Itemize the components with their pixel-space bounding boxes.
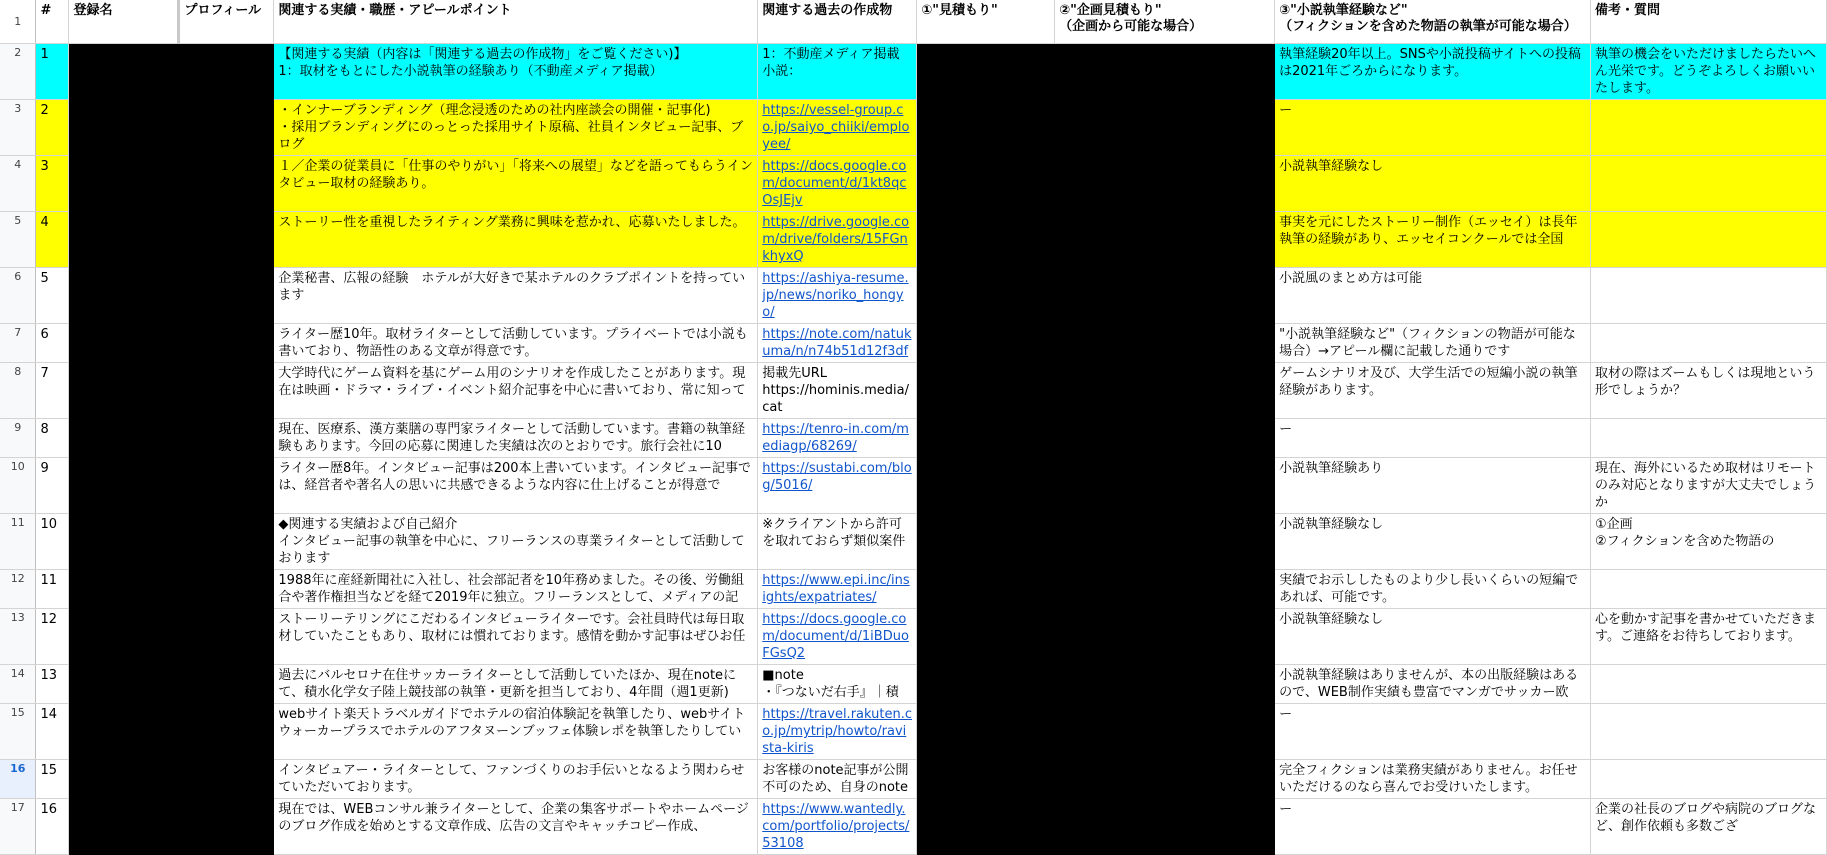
cell-notes-text: [1595, 326, 1822, 360]
cell-notes[interactable]: [1591, 44, 1827, 100]
cell-num-text: 8: [40, 422, 49, 437]
cell-plan-estimate-redacted[interactable]: [1055, 324, 1275, 363]
cell-appeal[interactable]: [274, 514, 758, 570]
cell-works[interactable]: [758, 760, 917, 799]
cell-appeal[interactable]: [274, 570, 758, 609]
cell-novel-experience[interactable]: [1275, 363, 1591, 419]
cell-novel-experience[interactable]: [1275, 100, 1591, 156]
row-header[interactable]: [0, 665, 36, 704]
cell-notes[interactable]: [1591, 665, 1827, 704]
cell-num-text: 16: [40, 802, 58, 817]
cell-estimate-redacted[interactable]: [917, 268, 1055, 324]
cell-plan-estimate-redacted[interactable]: [1055, 212, 1275, 268]
cell-notes-text: [1595, 421, 1822, 455]
cell-novel-experience-text: ー: [1279, 707, 1293, 722]
cell-novel-experience-text: 小説風のまとめ方は可能: [1279, 271, 1423, 286]
row-header-text: 12: [10, 572, 25, 585]
cell-estimate-redacted[interactable]: [917, 665, 1055, 704]
table-row: [0, 212, 1827, 268]
cell-novel-experience-text: ー: [1279, 103, 1293, 118]
table-row: [0, 799, 1827, 855]
cell-num-text: 7: [40, 366, 49, 381]
cell-notes[interactable]: [1591, 609, 1827, 665]
row-header-text: 11: [10, 516, 25, 529]
cell-novel-experience-text: 実績でお示ししたものより少し長いくらいの短編であれば、可能です。: [1279, 573, 1579, 605]
cell-name-redacted[interactable]: [69, 268, 179, 324]
cell-works[interactable]: [758, 609, 917, 665]
cell-works[interactable]: [758, 570, 917, 609]
cell-appeal-text: ライター歴8年。インタビュー記事は200本上書いています。インタビュー記事では、経営者や著名人の思いに共感できるような内容に仕上げることが得意で: [278, 461, 752, 493]
cell-appeal[interactable]: [274, 799, 758, 855]
cell-notes[interactable]: [1591, 156, 1827, 212]
column-header-appeal[interactable]: 関連する実績・職歴・アピールポイント: [274, 0, 758, 44]
cell-novel-experience-text: 小説執筆経験はありませんが、本の出版経験はあるので、WEB制作実績も豊富でマンガでサッカー欧: [1279, 668, 1579, 700]
cell-num[interactable]: [36, 212, 69, 268]
cell-notes[interactable]: [1591, 799, 1827, 855]
cell-appeal[interactable]: [274, 156, 758, 212]
cell-plan-estimate-redacted[interactable]: [1055, 458, 1275, 514]
row-header-text: 5: [14, 214, 22, 227]
cell-profile-redacted[interactable]: [179, 570, 274, 609]
table-row: [0, 514, 1827, 570]
cell-notes[interactable]: [1591, 363, 1827, 419]
row-header-text: 14: [10, 667, 25, 680]
cell-novel-experience[interactable]: [1275, 570, 1591, 609]
cell-plan-estimate-redacted[interactable]: [1055, 419, 1275, 458]
cell-name-redacted[interactable]: [69, 100, 179, 156]
cell-notes[interactable]: [1591, 760, 1827, 799]
cell-profile-redacted[interactable]: [179, 324, 274, 363]
cell-notes-text: 心を動かす記事を書かせていただきます。ご連絡をお待ちしております。: [1595, 612, 1817, 644]
cell-estimate-redacted[interactable]: [917, 100, 1055, 156]
cell-estimate-redacted[interactable]: [917, 760, 1055, 799]
cell-estimate-redacted[interactable]: [917, 570, 1055, 609]
row-header-text: 4: [14, 158, 22, 171]
cell-name-redacted[interactable]: [69, 799, 179, 855]
cell-appeal[interactable]: [274, 324, 758, 363]
cell-notes-text: [1595, 667, 1822, 701]
cell-notes-text: [1595, 270, 1822, 321]
cell-profile-redacted[interactable]: [179, 609, 274, 665]
cell-plan-estimate-redacted[interactable]: [1055, 268, 1275, 324]
cell-plan-estimate-redacted[interactable]: [1055, 570, 1275, 609]
cell-profile-redacted[interactable]: [179, 156, 274, 212]
row-header-text: 3: [14, 102, 22, 115]
cell-notes[interactable]: [1591, 212, 1827, 268]
cell-name-redacted[interactable]: [69, 324, 179, 363]
novel-experience-label: ③"小説執筆経験など" （フィクションを含めた物語の執筆が可能な場合）: [1279, 3, 1577, 34]
cell-num[interactable]: [36, 514, 69, 570]
cell-novel-experience-text: 小説執筆経験なし: [1279, 517, 1384, 532]
cell-plan-estimate-redacted[interactable]: [1055, 363, 1275, 419]
table-row: [0, 100, 1827, 156]
row-header[interactable]: [0, 363, 36, 419]
row-header[interactable]: [0, 156, 36, 212]
cell-works[interactable]: [758, 100, 917, 156]
row-header[interactable]: [0, 704, 36, 760]
works-text: お客様のnote記事が公開不可のため、自身のnote: [762, 763, 909, 795]
cell-notes-text: [1595, 158, 1822, 209]
column-header-estimate[interactable]: ①"見積もり": [917, 0, 1055, 44]
cell-appeal[interactable]: [274, 419, 758, 458]
cell-num[interactable]: [36, 419, 69, 458]
cell-num[interactable]: [36, 324, 69, 363]
cell-name-redacted[interactable]: [69, 704, 179, 760]
header-row: [0, 0, 1827, 44]
works-link[interactable]: https://www.epi.inc/insights/expatriates/: [762, 573, 910, 605]
cell-appeal[interactable]: [274, 760, 758, 799]
cell-profile-redacted[interactable]: [179, 799, 274, 855]
works-link[interactable]: https://travel.rakuten.co.jp/mytrip/howto/ravista-kiris: [762, 707, 912, 756]
cell-num[interactable]: [36, 458, 69, 514]
cell-estimate-redacted[interactable]: [917, 44, 1055, 100]
row-header[interactable]: [0, 799, 36, 855]
row-header-text: 17: [10, 801, 25, 814]
cell-notes-text: [1595, 572, 1822, 606]
cell-notes[interactable]: [1591, 570, 1827, 609]
row-header-text: 13: [10, 611, 25, 624]
cell-works[interactable]: [758, 156, 917, 212]
cell-plan-estimate-redacted[interactable]: [1055, 799, 1275, 855]
cell-num[interactable]: [36, 665, 69, 704]
cell-notes-text: [1595, 762, 1822, 796]
cell-appeal-text: ストーリーテリングにこだわるインタビューライターです。会社員時代は毎日取材していたこともあり、取材には慣れております。感情を動かす記事はぜひお任: [278, 612, 746, 644]
column-header-works[interactable]: 関連する過去の作成物: [758, 0, 917, 44]
works-text: ■note ・『つないだ右手』｜積: [762, 668, 899, 700]
row-header[interactable]: [0, 514, 36, 570]
cell-novel-experience-text: 小説執筆経験なし: [1279, 612, 1384, 627]
cell-works[interactable]: [758, 665, 917, 704]
row-header-text: 2: [14, 46, 22, 59]
cell-num-text: 5: [40, 271, 49, 286]
column-header-notes[interactable]: 備考・質問: [1591, 0, 1827, 44]
cell-estimate-redacted[interactable]: [917, 799, 1055, 855]
cell-estimate-redacted[interactable]: [917, 458, 1055, 514]
cell-notes-text: 現在、海外にいるため取材はリモートのみ対応となりますが大丈夫でしょうか: [1595, 461, 1817, 510]
cell-appeal[interactable]: [274, 363, 758, 419]
cell-plan-estimate-redacted[interactable]: [1055, 44, 1275, 100]
cell-profile-redacted[interactable]: [179, 514, 274, 570]
cell-profile-redacted[interactable]: [179, 212, 274, 268]
table-row: [0, 156, 1827, 212]
cell-plan-estimate-redacted[interactable]: [1055, 514, 1275, 570]
table-row: [0, 268, 1827, 324]
works-link[interactable]: https://www.wantedly.com/portfolio/projects/53108: [762, 802, 910, 851]
cell-num[interactable]: [36, 760, 69, 799]
cell-num-text: 6: [40, 327, 49, 342]
row-header[interactable]: [0, 268, 36, 324]
cell-works[interactable]: [758, 704, 917, 760]
cell-appeal[interactable]: [274, 665, 758, 704]
cell-num-text: 3: [40, 159, 49, 174]
works-link[interactable]: https://drive.google.com/drive/folders/15FGnkhyxQ: [762, 215, 910, 264]
cell-profile-redacted[interactable]: [179, 458, 274, 514]
cell-works[interactable]: [758, 419, 917, 458]
works-link[interactable]: https://docs.google.com/document/d/1iBDuoFGsQ2: [762, 612, 909, 661]
cell-novel-experience[interactable]: [1275, 156, 1591, 212]
cell-num[interactable]: [36, 570, 69, 609]
cell-appeal-text: 1988年に産経新聞社に入社し、社会部記者を10年務めました。その後、労働組合や著作権担当などを経て2019年に独立。フリーランスとして、メディアの記: [278, 573, 745, 605]
works-text: 1：不動産メディア掲載 小説：: [762, 47, 900, 79]
cell-appeal[interactable]: [274, 44, 758, 100]
cell-novel-experience[interactable]: [1275, 212, 1591, 268]
row-header[interactable]: [0, 44, 36, 100]
row-header-text: 9: [14, 421, 22, 434]
cell-num[interactable]: [36, 100, 69, 156]
cell-plan-estimate-redacted[interactable]: [1055, 609, 1275, 665]
cell-novel-experience[interactable]: [1275, 44, 1591, 100]
cell-name-redacted[interactable]: [69, 609, 179, 665]
cell-novel-experience-text: 小説執筆経験なし: [1279, 159, 1384, 174]
cell-notes[interactable]: [1591, 324, 1827, 363]
table-row: [0, 704, 1827, 760]
row-header[interactable]: [0, 324, 36, 363]
cell-appeal[interactable]: [274, 100, 758, 156]
cell-estimate-redacted[interactable]: [917, 419, 1055, 458]
cell-notes-text: [1595, 102, 1822, 153]
cell-estimate-redacted[interactable]: [917, 363, 1055, 419]
row-header[interactable]: [0, 760, 36, 799]
cell-novel-experience[interactable]: [1275, 799, 1591, 855]
table-body: [0, 44, 1827, 855]
cell-plan-estimate-redacted[interactable]: [1055, 100, 1275, 156]
cell-works[interactable]: [758, 799, 917, 855]
works-link[interactable]: https://ashiya-resume.jp/news/noriko_hongyo/: [762, 271, 909, 320]
cell-name-redacted[interactable]: [69, 458, 179, 514]
works-link[interactable]: https://tenro-in.com/mediagp/68269/: [762, 422, 909, 454]
cell-appeal-text: 現在では、WEBコンサル兼ライターとして、企業の集客サポートやホームページのブログ作成を始めとする文章作成、広告の文言やキャッチコピー作成、: [278, 802, 749, 834]
cell-notes-text: 執筆の機会をいただけましたらたいへん光栄です。どうぞよろしくお願いいたします。: [1595, 47, 1817, 96]
cell-notes-text: 取材の際はズームもしくは現地という形でしょうか？: [1595, 366, 1816, 398]
cell-name-redacted[interactable]: [69, 212, 179, 268]
cell-appeal[interactable]: [274, 704, 758, 760]
cell-profile-redacted[interactable]: [179, 100, 274, 156]
cell-num-text: 4: [40, 215, 49, 230]
cell-name-redacted[interactable]: [69, 419, 179, 458]
column-header-name[interactable]: 登録名: [69, 0, 179, 44]
row-header[interactable]: [0, 458, 36, 514]
cell-name-redacted[interactable]: [69, 44, 179, 100]
cell-num[interactable]: [36, 609, 69, 665]
cell-name-redacted[interactable]: [69, 363, 179, 419]
cell-num-text: 13: [40, 668, 58, 683]
cell-profile-redacted[interactable]: [179, 665, 274, 704]
cell-appeal-text: ライター歴10年。取材ライターとして活動しています。プライベートでは小説も書いており、物語性のある文章が得意です。: [278, 327, 748, 359]
table-row: [0, 363, 1827, 419]
cell-num[interactable]: [36, 268, 69, 324]
cell-novel-experience-text: 事実を元にしたストーリー制作（エッセイ）は長年執筆の経験があり、エッセイコンクールでは全国: [1279, 215, 1578, 247]
cell-appeal-text: １／企業の従業員に「仕事のやりがい」「将来への展望」などを語ってもらうインタビュー取材の経験あり。: [278, 159, 753, 191]
row-header-text: 7: [14, 326, 22, 339]
table-row: [0, 665, 1827, 704]
cell-notes[interactable]: [1591, 268, 1827, 324]
works-text: ※クライアントから許可を取れておらず類似案件: [762, 517, 906, 549]
cell-num[interactable]: [36, 363, 69, 419]
works-link[interactable]: https://docs.google.com/document/d/1kt8qcOsJEjv: [762, 159, 907, 208]
works-link[interactable]: https://vessel-group.co.jp/saiyo_chiiki/employee/: [762, 103, 910, 152]
cell-appeal-text: 【関連する実績（内容は「関連する過去の作成物」をご覧ください)】 1：取材をもとにした小説執筆の経験あり（不動産メディア掲載）: [278, 47, 687, 79]
row-header-text: 6: [14, 270, 22, 283]
cell-notes-text: ①企画 ②フィクションを含めた物語の: [1595, 517, 1775, 549]
cell-appeal-text: ◆関連する実績および自己紹介 インタビュー記事の執筆を中心に、フリーランスの専業ライターとして活動しております: [278, 517, 745, 566]
cell-works[interactable]: [758, 324, 917, 363]
cell-appeal-text: ・インナーブランディング（理念浸透のための社内座談会の開催・記事化) ・採用ブランディングにのっとった採用サイト原稿、社員インタビュー記事、ブログ: [278, 103, 744, 152]
cell-novel-experience[interactable]: [1275, 514, 1591, 570]
cell-profile-redacted[interactable]: [179, 419, 274, 458]
table-row: [0, 760, 1827, 799]
cell-novel-experience-text: ー: [1279, 802, 1293, 817]
row-header-text: 15: [10, 706, 25, 719]
row-header[interactable]: [0, 212, 36, 268]
cell-notes-text: 企業の社長のブログや病院のブログなど、創作依頼も多数ござ: [1595, 802, 1817, 834]
cell-novel-experience-text: ー: [1279, 422, 1293, 437]
cell-name-redacted[interactable]: [69, 760, 179, 799]
row-header[interactable]: [0, 419, 36, 458]
cell-novel-experience-text: 完全フィクションは業務実績がありません。お任せいただけるのなら喜んでお受けいたします。: [1279, 763, 1578, 795]
cell-num[interactable]: [36, 799, 69, 855]
cell-works[interactable]: [758, 268, 917, 324]
column-header-plan-estimate[interactable]: [1055, 0, 1275, 44]
table-row: [0, 419, 1827, 458]
cell-profile-redacted[interactable]: [179, 268, 274, 324]
cell-profile-redacted[interactable]: [179, 760, 274, 799]
cell-num-text: 2: [40, 103, 49, 118]
row-header[interactable]: [0, 100, 36, 156]
cell-appeal-text: 企業秘書、広報の経験 ホテルが大好きで某ホテルのクラブポイントを持っています: [278, 271, 746, 303]
cell-appeal[interactable]: [274, 212, 758, 268]
cell-works[interactable]: [758, 363, 917, 419]
cell-notes[interactable]: [1591, 704, 1827, 760]
cell-appeal-text: インタビュアー・ライターとして、ファンづくりのお手伝いとなるよう関わらせていただいております。: [278, 763, 745, 795]
cell-num-text: 1: [40, 47, 49, 62]
cell-plan-estimate-redacted[interactable]: [1055, 665, 1275, 704]
table-row: [0, 570, 1827, 609]
cell-plan-estimate-redacted[interactable]: [1055, 704, 1275, 760]
cell-novel-experience-text: 執筆経験20年以上。SNSや小説投稿サイトへの投稿は2021年ごろからになります。: [1279, 47, 1581, 79]
cell-novel-experience[interactable]: [1275, 458, 1591, 514]
cell-estimate-redacted[interactable]: [917, 156, 1055, 212]
cell-appeal[interactable]: [274, 609, 758, 665]
row-header-text: 10: [10, 460, 25, 473]
row-header-text: 8: [14, 365, 22, 378]
cell-num-text: 11: [40, 573, 58, 588]
works-link[interactable]: https://note.com/natukuma/n/n74b51d12f3df: [762, 327, 912, 359]
cell-works[interactable]: [758, 514, 917, 570]
cell-estimate-redacted[interactable]: [917, 514, 1055, 570]
cell-plan-estimate-redacted[interactable]: [1055, 760, 1275, 799]
cell-num-text: 12: [40, 612, 58, 627]
column-header-profile[interactable]: プロフィール: [179, 0, 274, 44]
table-row: [0, 609, 1827, 665]
cell-novel-experience[interactable]: [1275, 324, 1591, 363]
cell-notes-text: [1595, 214, 1822, 265]
cell-num-text: 10: [40, 517, 58, 532]
table-row: [0, 458, 1827, 514]
row-header[interactable]: 1: [0, 0, 36, 44]
column-header-novel-experience[interactable]: [1275, 0, 1591, 44]
cell-profile-redacted[interactable]: [179, 44, 274, 100]
cell-estimate-redacted[interactable]: [917, 704, 1055, 760]
cell-name-redacted[interactable]: [69, 156, 179, 212]
cell-estimate-redacted[interactable]: [917, 324, 1055, 363]
cell-appeal[interactable]: [274, 458, 758, 514]
column-header-num[interactable]: #: [36, 0, 69, 44]
cell-notes[interactable]: [1591, 458, 1827, 514]
cell-name-redacted[interactable]: [69, 665, 179, 704]
cell-novel-experience[interactable]: [1275, 268, 1591, 324]
cell-num[interactable]: [36, 44, 69, 100]
cell-novel-experience[interactable]: [1275, 419, 1591, 458]
cell-num[interactable]: [36, 156, 69, 212]
cell-num-text: 14: [40, 707, 58, 722]
cell-novel-experience[interactable]: [1275, 609, 1591, 665]
cell-works[interactable]: [758, 458, 917, 514]
cell-appeal-text: ストーリー性を重視したライティング業務に興味を惹かれ、応募いたしました。: [278, 215, 746, 230]
cell-notes[interactable]: [1591, 419, 1827, 458]
cell-notes[interactable]: [1591, 100, 1827, 156]
cell-num-text: 15: [40, 763, 58, 778]
cell-notes-text: [1595, 706, 1822, 757]
works-text: 掲載先URL https://hominis.media/cat: [762, 366, 909, 415]
row-header[interactable]: [0, 609, 36, 665]
table-row: [0, 44, 1827, 100]
cell-novel-experience[interactable]: [1275, 704, 1591, 760]
cell-name-redacted[interactable]: [69, 514, 179, 570]
cell-num[interactable]: [36, 704, 69, 760]
cell-novel-experience[interactable]: [1275, 665, 1591, 704]
works-link[interactable]: https://sustabi.com/blog/5016/: [762, 461, 912, 493]
cell-profile-redacted[interactable]: [179, 363, 274, 419]
cell-appeal-text: 現在、医療系、漢方薬膳の専門家ライターとして活動しています。書籍の執筆経験もあります。今回の応募に関連した実績は次のとおりです。旅行会社に10: [278, 422, 745, 454]
cell-novel-experience-text: ゲームシナリオ及び、大学生活での短編小説の執筆経験があります。: [1279, 366, 1578, 398]
cell-novel-experience-text: 小説執筆経験あり: [1279, 461, 1384, 476]
plan-estimate-label: ②"企画見積もり" （企画から可能な場合）: [1059, 3, 1203, 34]
cell-estimate-redacted[interactable]: [917, 212, 1055, 268]
row-header-text: 16: [10, 762, 26, 775]
cell-appeal-text: 過去にバルセロナ在住サッカーライターとして活動していたほか、現在noteにて、積水化学女子陸上競技部の執筆・更新を担当しており、4年間（週1更新): [278, 668, 737, 700]
cell-appeal[interactable]: [274, 268, 758, 324]
cell-profile-redacted[interactable]: [179, 704, 274, 760]
cell-works[interactable]: [758, 212, 917, 268]
cell-works[interactable]: [758, 44, 917, 100]
cell-notes[interactable]: [1591, 514, 1827, 570]
cell-appeal-text: 大学時代にゲーム資料を基にゲーム用のシナリオを作成したことがあります。現在は映画・ドラマ・ライブ・イベント紹介記事を中心に書いており、常に知って: [278, 366, 746, 398]
cell-num-text: 9: [40, 461, 49, 476]
cell-name-redacted[interactable]: [69, 570, 179, 609]
cell-estimate-redacted[interactable]: [917, 609, 1055, 665]
cell-plan-estimate-redacted[interactable]: [1055, 156, 1275, 212]
row-header[interactable]: [0, 570, 36, 609]
cell-appeal-text: webサイト楽天トラベルガイドでホテルの宿泊体験記を執筆したり、webサイトウォーカープラスでホテルのアフタヌーンブッフェ体験レポを執筆したりしてい: [278, 707, 746, 739]
cell-novel-experience-text: "小説執筆経験など"（フィクションの物語が可能な場合）→アピール欄に記載した通りです: [1279, 327, 1576, 359]
table-row: [0, 324, 1827, 363]
cell-novel-experience[interactable]: [1275, 760, 1591, 799]
